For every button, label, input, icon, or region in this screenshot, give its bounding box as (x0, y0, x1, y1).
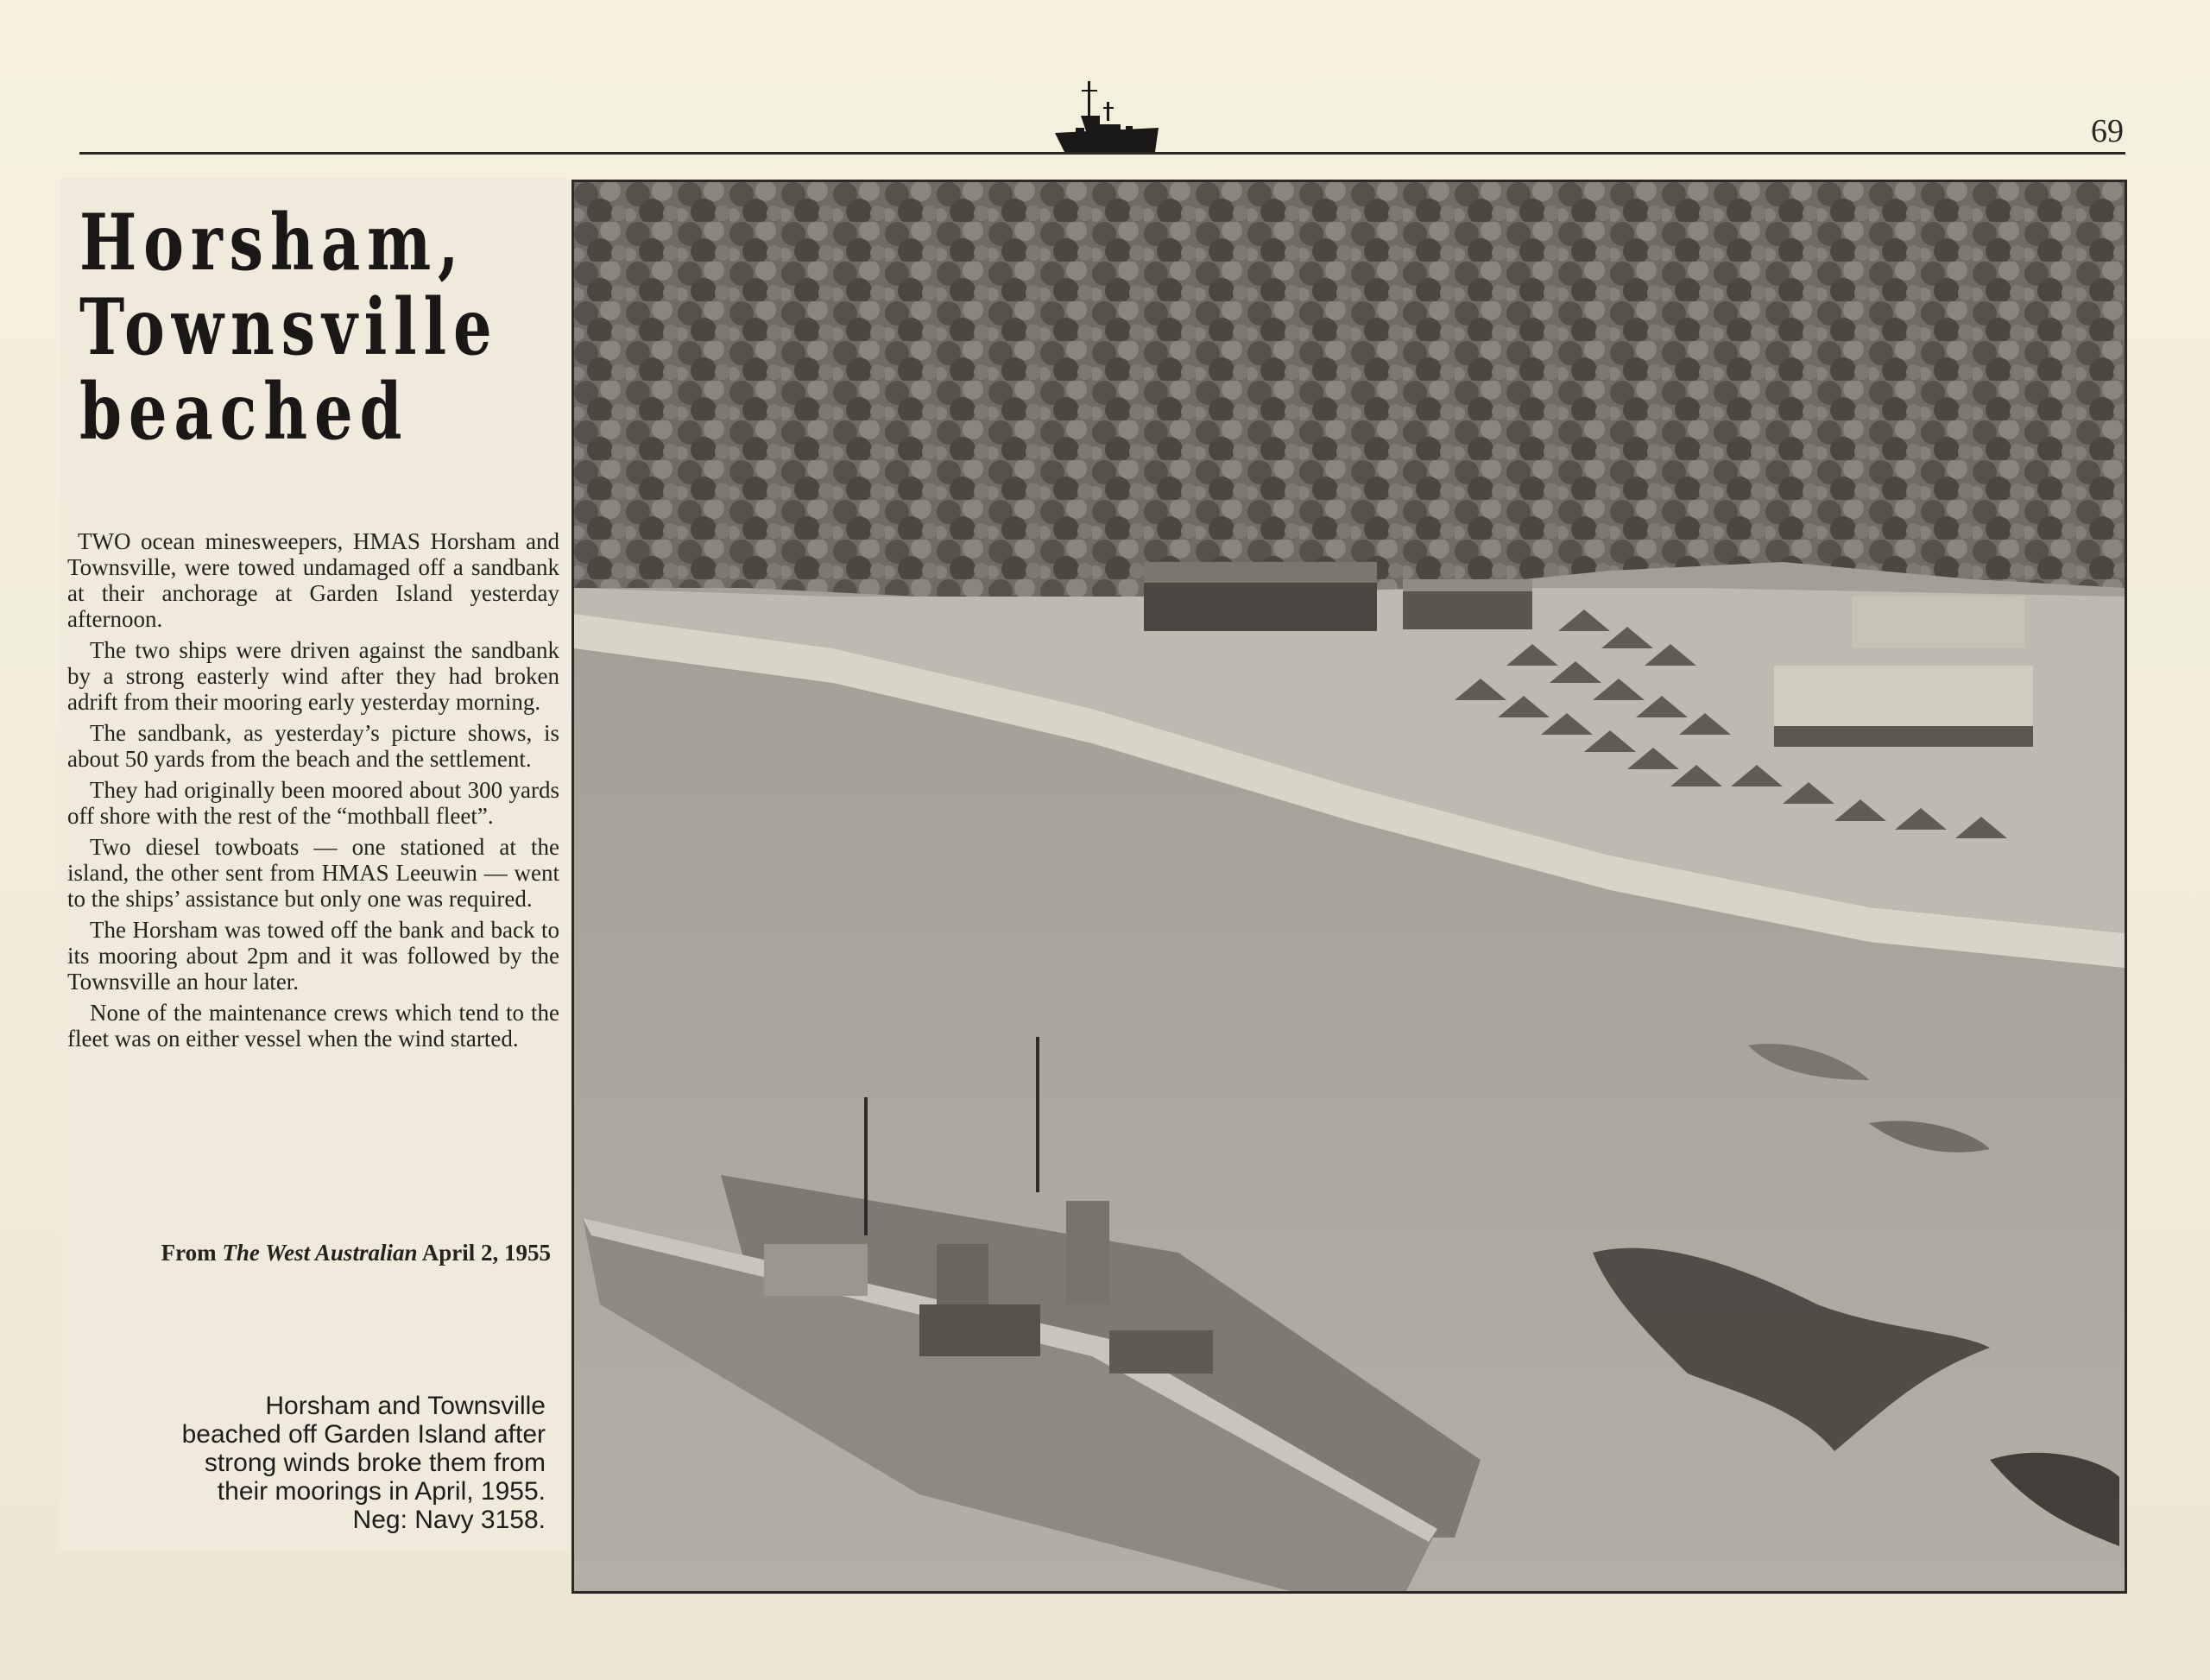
photo-caption (95, 1392, 546, 1534)
caption-line: their moorings in April, 1955. (217, 1477, 546, 1506)
article-paragraph: Two diesel towboats — one stationed at the island, the other sent from HMAS Leeuwin — went to the ships’ assistance but only one was required. (67, 834, 559, 912)
photo-image (574, 182, 2125, 1591)
headline-line: beached (79, 366, 409, 458)
aerial-photograph (571, 180, 2127, 1594)
article-paragraph: The two ships were driven against the sandbank by a strong easterly wind after they had broken adrift from their mooring early yesterday morning. (67, 637, 559, 715)
caption-line: strong winds broke them from (204, 1449, 546, 1477)
headline-line: Townsville (79, 281, 499, 373)
article-paragraph: TWO ocean minesweepers, HMAS Horsham and Townsville, were towed undamaged off a sandbank at their anchorage at Garden Island yesterday afternoon. (67, 528, 559, 632)
header-rule (79, 152, 2125, 155)
article-paragraph: The sandbank, as yesterday’s picture shows, is about 50 yards from the beach and the settlement. (67, 720, 559, 772)
article-body (67, 528, 559, 1057)
caption-line: Neg: Navy 3158. (352, 1506, 546, 1534)
source-prefix: From (161, 1240, 217, 1266)
page-number: 69 (2091, 113, 2124, 149)
article-paragraph: The Horsham was towed off the bank and back to its mooring about 2pm and it was followed by the Townsville an hour later. (67, 917, 559, 995)
article-headline (79, 197, 499, 458)
article-paragraph: None of the maintenance crews which tend to the fleet was on either vessel when the wind started. (67, 1000, 559, 1052)
source-date: April 2, 1955 (421, 1240, 551, 1266)
source-publication: The West Australian (222, 1240, 418, 1266)
headline-line: Horsham, (79, 197, 466, 288)
article-paragraph: They had originally been moored about 300 yards off shore with the rest of the “mothball fleet”. (67, 777, 559, 829)
caption-line: Horsham and Townsville (265, 1392, 546, 1420)
caption-line: beached off Garden Island after (181, 1420, 546, 1449)
article-source (67, 1240, 551, 1266)
warship-silhouette-icon (1053, 76, 1160, 159)
